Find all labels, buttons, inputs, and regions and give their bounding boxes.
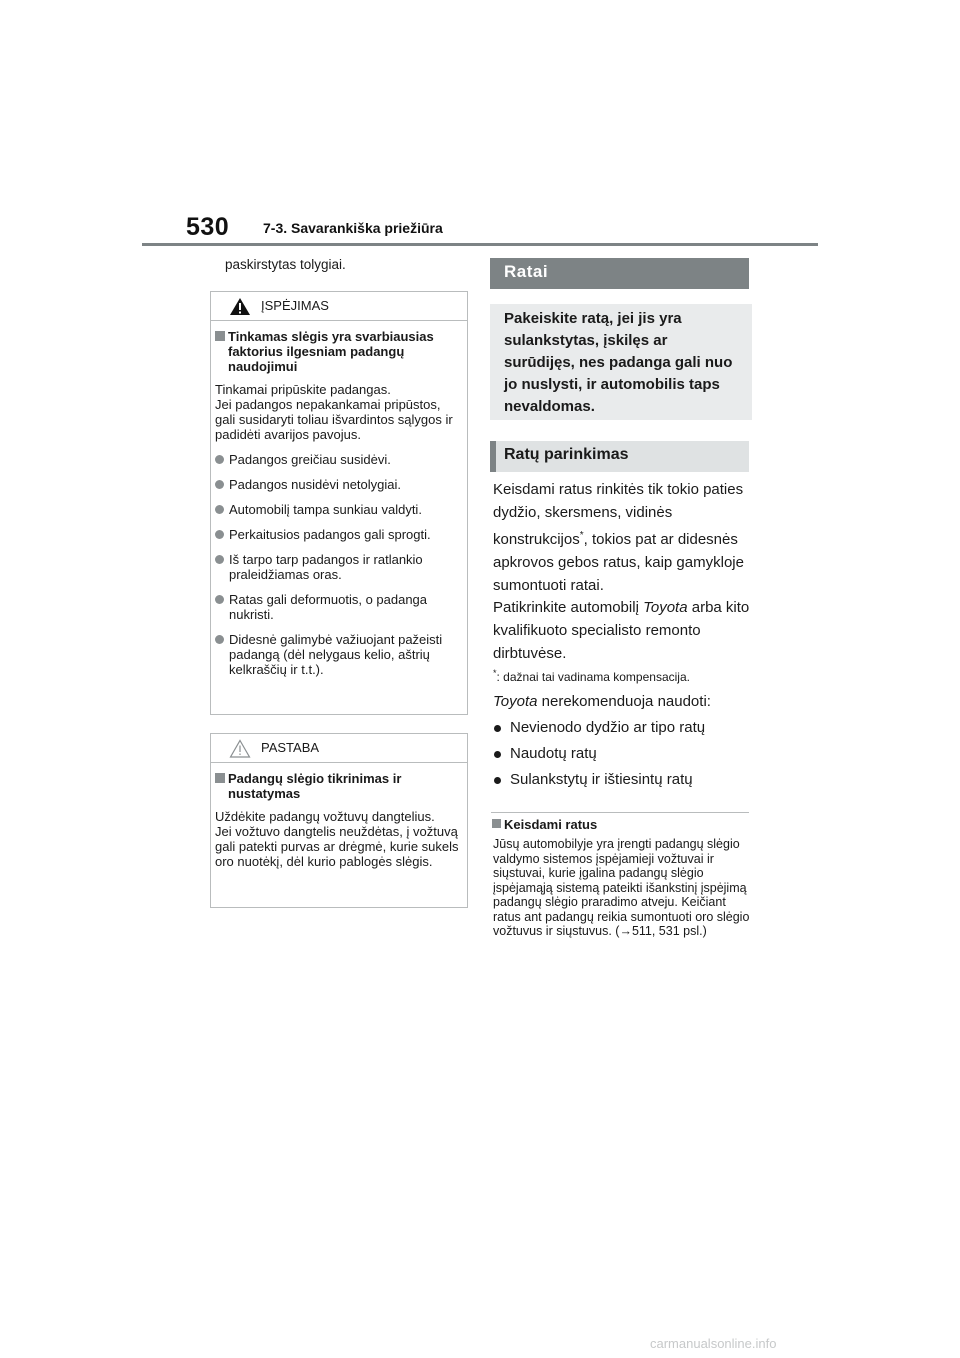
bullet-icon — [215, 455, 224, 464]
body-text: nerekomenduoja naudoti: — [537, 693, 711, 710]
list-item — [215, 632, 459, 677]
arrow-right-icon: → — [619, 924, 632, 938]
warning-subheading-text: Tinkamas slėgis yra svarbiausias faktorius ilgesniam padangų naudojimui — [228, 329, 434, 374]
list-item-text: Iš tarpo tarp padangos ir ratlankio praleidžiamas oras. — [229, 552, 423, 582]
list-item-text: Padangos nusidėvi netolygiai. — [229, 477, 402, 492]
list-item-text: Padangos greičiau susidėvi. — [229, 452, 391, 467]
body-text: arba kito kvalifikuoto specialisto remonto dirbtuvėse. — [493, 599, 750, 662]
caution-triangle-icon — [229, 739, 251, 763]
divider — [491, 812, 749, 813]
square-bullet-icon — [215, 331, 225, 341]
watermark: carmanualsonline.info — [650, 1336, 777, 1351]
list-item-text: Ratas gali deformuotis, o padanga nukristi. — [229, 592, 428, 622]
warning-triangle-icon — [229, 297, 251, 321]
brand-name: Toyota — [493, 693, 538, 710]
callout-box: Pakeiskite ratą, jei jis yra sulankstytas, įskilęs ar surūdijęs, nes padanga gali nuo jo nuslysti, ir automobilis taps nevaldomas. — [490, 304, 752, 420]
bullet-icon — [215, 505, 224, 514]
recommendation-line — [493, 690, 753, 713]
section-heading — [490, 258, 749, 289]
note-header — [211, 734, 467, 763]
page-reference-link[interactable]: 511, 531 psl.) — [631, 924, 707, 938]
warning-subheading — [215, 329, 459, 374]
warning-box — [210, 291, 468, 715]
list-item-text: Automobilį tampa sunkiau valdyti. — [229, 502, 422, 517]
list-item-text: Didesnė galimybė važiuojant pažeisti padangą (dėl nelygaus kelio, aštrių kelkraščių ir t.t.). — [229, 632, 443, 677]
list-item-text: Sulankstytų ir ištiesintų ratų — [510, 771, 693, 788]
list-item-text: Nevienodo dydžio ar tipo ratų — [510, 719, 706, 736]
note-subheading-text: Padangų slėgio tikrinimas ir nustatymas — [228, 771, 402, 801]
bullet-icon — [215, 555, 224, 564]
list-item — [215, 552, 459, 582]
list-item — [493, 771, 693, 788]
list-item — [493, 745, 597, 762]
square-bullet-icon — [215, 773, 225, 783]
footnote — [493, 666, 753, 685]
heading-accent-bar — [490, 441, 496, 472]
section-title: 7-3. Savarankiška priežiūra — [263, 220, 443, 236]
footnote-marker: * — [493, 668, 497, 678]
bullet-icon — [494, 777, 501, 784]
square-bullet-icon — [492, 819, 501, 828]
body-paragraph — [493, 596, 753, 665]
subsection-heading-text: Ratų parinkimas — [504, 446, 629, 463]
bullet-icon — [215, 635, 224, 644]
footnote-text: : dažnai tai vadinama kompensacija. — [496, 670, 690, 684]
section-heading-text: Ratai — [504, 262, 549, 281]
body-text: Keisdami ratus rinkitės tik tokio paties dydžio, skersmens, vidinės konstrukcijos — [493, 481, 744, 548]
intro-text: paskirstytas tolygiai. — [225, 257, 346, 272]
header-divider — [142, 243, 818, 246]
bullet-icon — [215, 480, 224, 489]
list-item — [215, 477, 459, 492]
warning-header — [211, 292, 467, 321]
list-item-text: Naudotų ratų — [510, 745, 597, 762]
body-paragraph — [493, 478, 753, 597]
bullet-icon — [215, 530, 224, 539]
subsection-heading — [490, 441, 749, 472]
bullet-icon — [494, 725, 501, 732]
changing-wheels-title: Keisdami ratus — [504, 817, 598, 832]
note-box — [210, 733, 468, 908]
list-item — [493, 719, 705, 736]
list-item — [215, 452, 459, 467]
list-item — [215, 527, 459, 542]
list-item-text: Perkaitusios padangos gali sprogti. — [229, 527, 431, 542]
page-number: 530 — [186, 213, 230, 241]
changing-wheels-heading — [492, 817, 597, 832]
note-label: PASTABA — [261, 740, 320, 755]
body-text: Patikrinkite automobilį — [493, 599, 644, 616]
bullet-icon — [494, 751, 501, 758]
footnote-marker: * — [579, 530, 584, 541]
warning-label: ĮSPĖJIMAS — [261, 298, 329, 313]
list-item — [215, 502, 459, 517]
body-text: Jūsų automobilyje yra įrengti padangų slėgio valdymo sistemos įspėjamieji vožtuvai ir siųstuvai, kurie įgalina padangų slėgio įspėjamąją sistemą pateikti išankstinį įspėjimą padangų slėgio praradimo atveju. Keičiant ratus ant padangų reikia sumontuoti oro slėgio vožtuvus ir siųstuvus. ( — [493, 837, 750, 938]
list-item — [215, 592, 459, 622]
bullet-icon — [215, 595, 224, 604]
warning-paragraph: Tinkamai pripūskite padangas. Jei padangos nepakankamai pripūstos, gali susidaryti toliau išvardintos sąlygos ir padidėti avarijos pavojus. — [215, 382, 453, 442]
body-text: , tokios pat ar didesnės apkrovos gebos ratus, kaip gamykloje sumontuoti ratai. — [493, 531, 744, 594]
changing-wheels-paragraph — [493, 837, 751, 939]
note-paragraph: Uždėkite padangų vožtuvų dangtelius. Jei vožtuvo dangtelis neuždėtas, į vožtuvą gali patekti purvas ar drėgmė, kurie sukels oro nuotėkį, dėl kurio pablogės slėgis. — [215, 809, 459, 869]
brand-name: Toyota — [643, 599, 688, 616]
note-subheading — [215, 771, 459, 801]
